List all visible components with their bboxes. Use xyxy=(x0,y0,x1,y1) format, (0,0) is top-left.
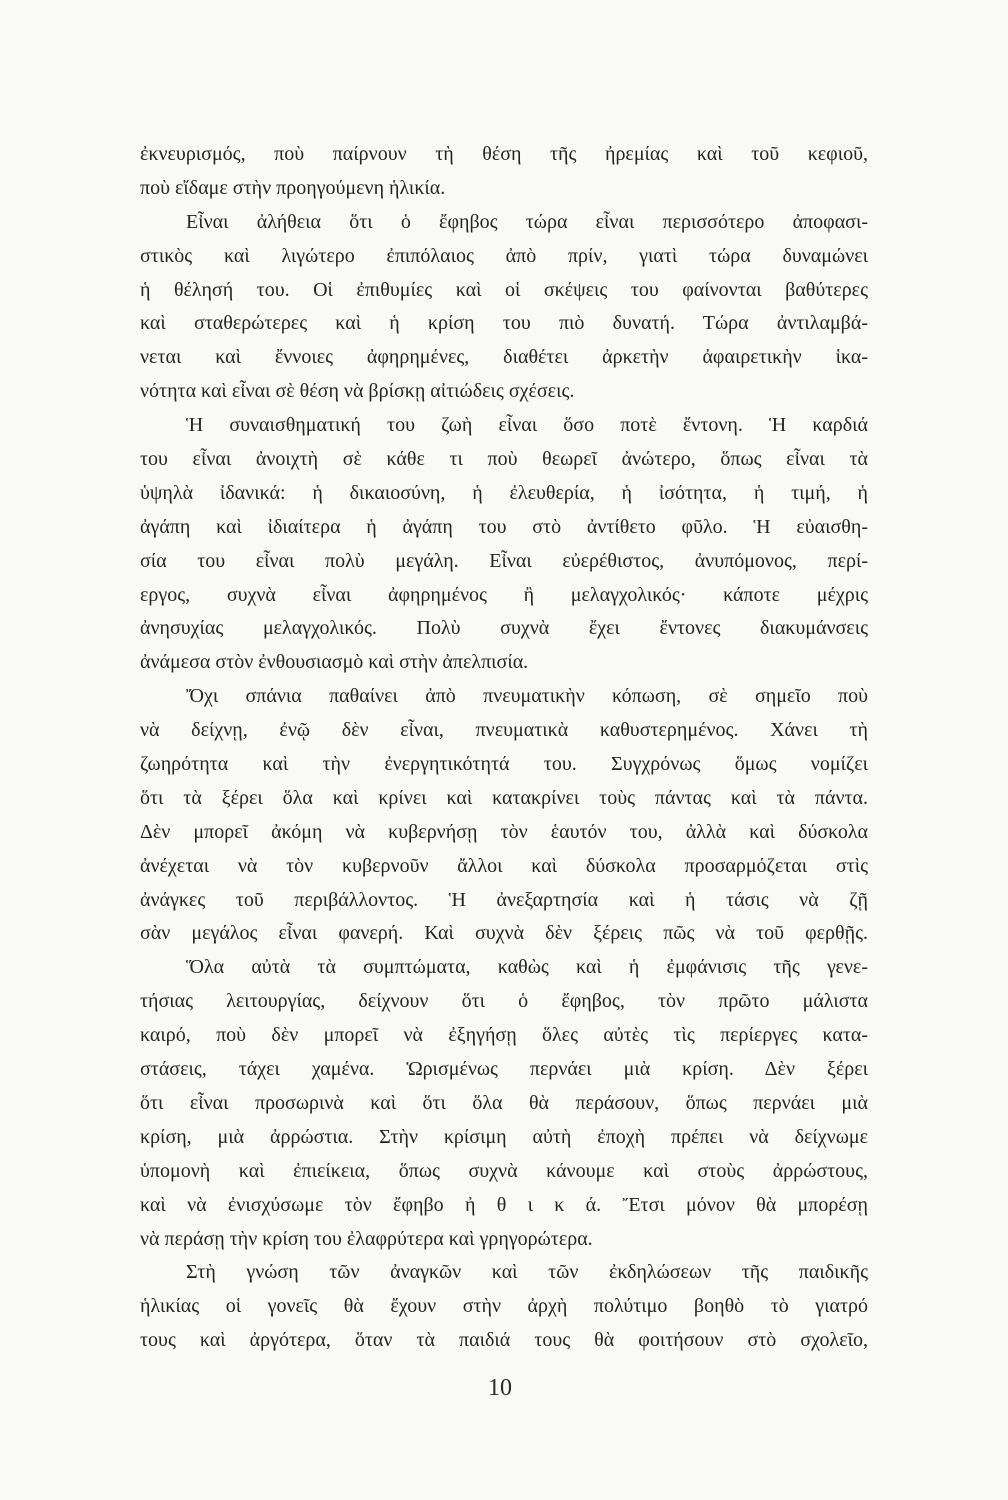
text-line: στικὸς καὶ λιγώτερο ἐπιπόλαιος ἀπὸ πρίν, γιατὶ τώρα δυναμώνει xyxy=(140,244,868,267)
paragraph xyxy=(140,1256,868,1358)
paragraph xyxy=(140,206,868,409)
paragraph xyxy=(140,951,868,1256)
text-line: ὑπομονὴ καὶ ἐπιείκεια, ὅπως συχνὰ κάνουμε καὶ στοὺς ἀρρώστους, xyxy=(140,1159,868,1182)
text-line: Ὅλα αὐτὰ τὰ συμπτώματα, καθὼς καὶ ἡ ἐμφάνισις τῆς γενε- xyxy=(186,956,868,979)
text-line: καὶ σταθερώτερες καὶ ἡ κρίση του πιὸ δυνατή. Τώρα ἀντιλαμβά- xyxy=(140,312,868,335)
text-line: νεται καὶ ἔννοιες ἀφηρημένες, διαθέτει ἀρκετὴν ἀφαιρετικὴν ἱκα- xyxy=(140,346,868,369)
text-line: κρίση, μιὰ ἀρρώστια. Στὴν κρίσιμη αὐτὴ ἐποχὴ πρέπει νὰ δείχνωμε xyxy=(140,1125,868,1148)
text-line: ἀνησυχίας μελαγχολικός. Πολὺ συχνὰ ἔχει ἔντονες διακυμάνσεις xyxy=(140,617,868,640)
text-line: νότητα καὶ εἶναι σὲ θέση νὰ βρίσκῃ αἰτιώδεις σχέσεις. xyxy=(140,380,575,403)
text-line: Στὴ γνώση τῶν ἀναγκῶν καὶ τῶν ἐκδηλώσεων τῆς παιδικῆς xyxy=(186,1261,868,1284)
text-line: νὰ δείχνῃ, ἐνῷ δὲν εἶναι, πνευματικὰ καθυστερημένος. Χάνει τὴ xyxy=(140,719,868,742)
text-line: καιρό, ποὺ δὲν μπορεῖ νὰ ἐξηγήσῃ ὅλες αὐτὲς τὶς περίεργες κατα- xyxy=(140,1024,868,1047)
text-line: ἡ θέλησή του. Οἱ ἐπιθυμίες καὶ οἱ σκέψεις του φαίνονται βαθύτερες xyxy=(140,278,868,301)
body-text xyxy=(140,138,868,1358)
text-line: Ὄχι σπάνια παθαίνει ἀπὸ πνευματικὴν κόπωση, σὲ σημεῖο ποὺ xyxy=(186,685,868,708)
text-line: τήσιας λειτουργίας, δείχνουν ὅτι ὁ ἔφηβος, τὸν πρῶτο μάλιστα xyxy=(140,990,868,1013)
text-line: σὰν μεγάλος εἶναι φανερή. Καὶ συχνὰ δὲν ξέρεις πῶς νὰ τοῦ φερθῇς. xyxy=(140,922,868,945)
text-line: ζωηρότητα καὶ τὴν ἐνεργητικότητά του. Συγχρόνως ὅμως νομίζει xyxy=(140,753,868,776)
text-line: ἡλικίας οἱ γονεῖς θὰ ἔχουν στὴν ἀρχὴ πολύτιμο βοηθὸ τὸ γιατρό xyxy=(140,1295,868,1318)
text-line: ἐκνευρισμός, ποὺ παίρνουν τὴ θέση τῆς ἠρεμίας καὶ τοῦ κεφιοῦ, xyxy=(140,143,868,165)
text-line: ποὺ εἴδαμε στὴν προηγούμενη ἡλικία. xyxy=(140,176,446,199)
text-line: Εἶναι ἀλήθεια ὅτι ὁ ἔφηβος τώρα εἶναι περισσότερο ἀποφασι- xyxy=(186,210,868,233)
text-line: ὑψηλὰ ἰδανικά: ἡ δικαιοσύνη, ἡ ἐλευθερία, ἡ ἰσότητα, ἡ τιμή, ἡ xyxy=(140,481,868,504)
paragraph xyxy=(140,138,868,206)
text-line: Δὲν μπορεῖ ἀκόμη νὰ κυβερνήσῃ τὸν ἑαυτόν του, ἀλλὰ καὶ δύσκολα xyxy=(140,820,868,843)
text-line: του εἶναι ἀνοιχτὴ σὲ κάθε τι ποὺ θεωρεῖ ἀνώτερο, ὅπως εἶναι τὰ xyxy=(140,448,868,471)
text-line: Ἡ συναισθηματική του ζωὴ εἶναι ὅσο ποτὲ ἔντονη. Ἡ καρδιά xyxy=(186,414,868,437)
text-line: σία του εἶναι πολὺ μεγάλη. Εἶναι εὐερέθιστος, ἀνυπόμονος, περί- xyxy=(140,549,868,572)
text-line: ἀνέχεται νὰ τὸν κυβερνοῦν ἄλλοι καὶ δύσκολα προσαρμόζεται στὶς xyxy=(140,854,868,877)
page-number: 10 xyxy=(488,1375,512,1401)
text-line: ἀγάπη καὶ ἰδιαίτερα ἡ ἀγάπη του στὸ ἀντίθετο φῦλο. Ἡ εὐαισθη- xyxy=(140,515,868,538)
text-line: εργος, συχνὰ εἶναι ἀφηρημένος ἢ μελαγχολικός· κάποτε μέχρις xyxy=(140,583,868,606)
text-line: ἀνάμεσα στὸν ἐνθουσιασμὸ καὶ στὴν ἀπελπισία. xyxy=(140,651,529,674)
text-line: ὅτι εἶναι προσωρινὰ καὶ ὅτι ὅλα θὰ περάσουν, ὅπως περνάει μιὰ xyxy=(140,1091,868,1114)
text-line: νὰ περάσῃ τὴν κρίση του ἐλαφρύτερα καὶ γρηγορώτερα. xyxy=(140,1227,593,1250)
text-line: ὅτι τὰ ξέρει ὅλα καὶ κρίνει καὶ κατακρίνει τοὺς πάντας καὶ τὰ πάντα. xyxy=(140,786,868,809)
paragraph xyxy=(140,680,868,951)
text-line: στάσεις, τάχει χαμένα. Ὡρισμένως περνάει μιὰ κρίση. Δὲν ξέρει xyxy=(140,1058,868,1081)
paragraph xyxy=(140,409,868,680)
text-line: ἀνάγκες τοῦ περιβάλλοντος. Ἡ ἀνεξαρτησία καὶ ἡ τάσις νὰ ζῇ xyxy=(140,888,868,911)
text-line: τους καὶ ἀργότερα, ὅταν τὰ παιδιά τους θὰ φοιτήσουν στὸ σχολεῖο, xyxy=(140,1329,868,1352)
text-line: καὶ νὰ ἐνισχύσωμε τὸν ἔφηβο ἠ θ ι κ ά. Ἔτσι μόνον θὰ μπορέσῃ xyxy=(140,1193,868,1216)
